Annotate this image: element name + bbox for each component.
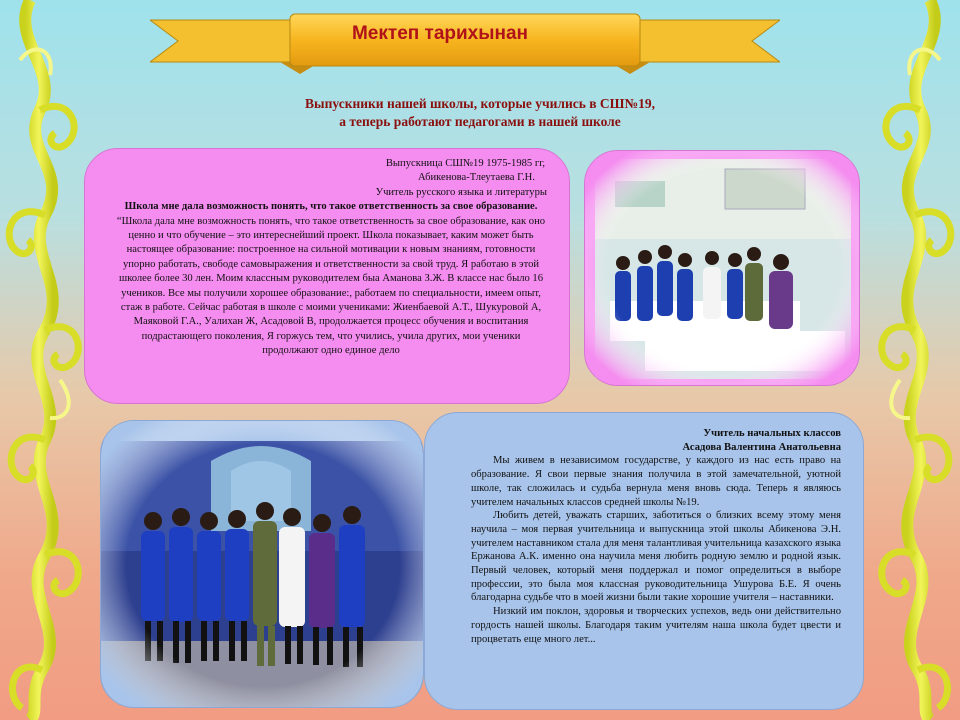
graduate-1-caption-line-3: Учитель русского языка и литературы — [375, 186, 547, 198]
group-photo-frame — [100, 420, 424, 708]
graduate-1-panel — [84, 148, 570, 404]
graduate-2-name: Асадова Валентина Анатольевна — [682, 441, 841, 453]
graduate-2-panel — [424, 412, 864, 710]
graduate-1-body: “Школа дала мне возможность понять, что такое ответственность за свое образование, как оно ценно и что обучение – это интереснейший проект. Школа показывает, каким может быть настоящее образование: построенное на сильной мотивации к новым знаниям, готовности упорно работать, свободе самовыражения и ответственности за свой труд. Я работаю в этой школее более 30 лен. Моим классным руководителем быа Аманова З.Ж. В классе нас было 16 учеников. Все мы получили хорошее образование:, работаем по специальности, имеем опыт, стаж в работе. Сейчас работая в школе с моими учениками: Жиенбаевой А.Т., Шукуровой А, Маяковой Г.А., Уалихан Ж, Асадовой В, продолжается процесс обучения и воспитания подрастающего поколения, Я горжусь тем, что учились, учила других, мои ученики продолжают одно единое дело — [116, 215, 546, 357]
staff-meeting-photo — [585, 151, 860, 386]
graduate-2-paragraph-2: Любить детей, уважать старших, заботиться о близких всему этому меня научила – моя первая учительница и выпускница этой школы Абикенова Э.Н. учителем наставником стала для меня талантливая учительница казахского языка Ержанова А.К. именно она научила меня любить родную землю и родной язык. Первый человек, который меня поддержал и помог определиться в выборе профессии, это была моя классная руководительница Ушурова Б.Е. Я очень благодарна судьбе что в моей жизни были такие хорошие учителя – наставники. — [471, 510, 841, 604]
graduate-2-paragraph-3: Низкий им поклон, здоровья и творческих успехов, ведь они действительно гордость нашей школы. Благодаря таким учителям наша школа будет цвести и процветать еще много лет... — [471, 606, 841, 645]
graduate-1-headline: Школа мне дала возможность понять, что такое ответственность за свое образование. — [124, 201, 538, 213]
graduate-1-caption-line-2: Абикенова-Тлеутаева Г.Н. — [417, 172, 535, 184]
subtitle-line-1: Выпускники нашей школы, которые учились в СШ№19, — [305, 96, 655, 111]
graduate-2-paragraph-1: Мы живем в независимом государстве, у каждого из нас есть право на образование. Я свои первые знания получила в этой замечательной, уютной школе, так сложилась и судьба вернула меня вновь сюда. Теперь я являюсь учителем начальных классов средней школы №19. — [471, 455, 841, 508]
left-ornament-border — [0, 0, 90, 720]
graduate-1-caption-line-1: Выпускница СШ№19 1975-1985 гг, — [385, 158, 545, 169]
page-subtitle — [230, 95, 730, 131]
right-ornament-border — [870, 0, 960, 720]
graduate-2-role: Учитель начальных классов — [703, 428, 841, 439]
page-title: Мектеп тарихынан — [351, 23, 528, 44]
subtitle-line-2: а теперь работают педагогами в нашей школе — [339, 114, 621, 129]
teachers-group-photo — [101, 421, 424, 708]
staff-meeting-photo-frame — [584, 150, 860, 386]
